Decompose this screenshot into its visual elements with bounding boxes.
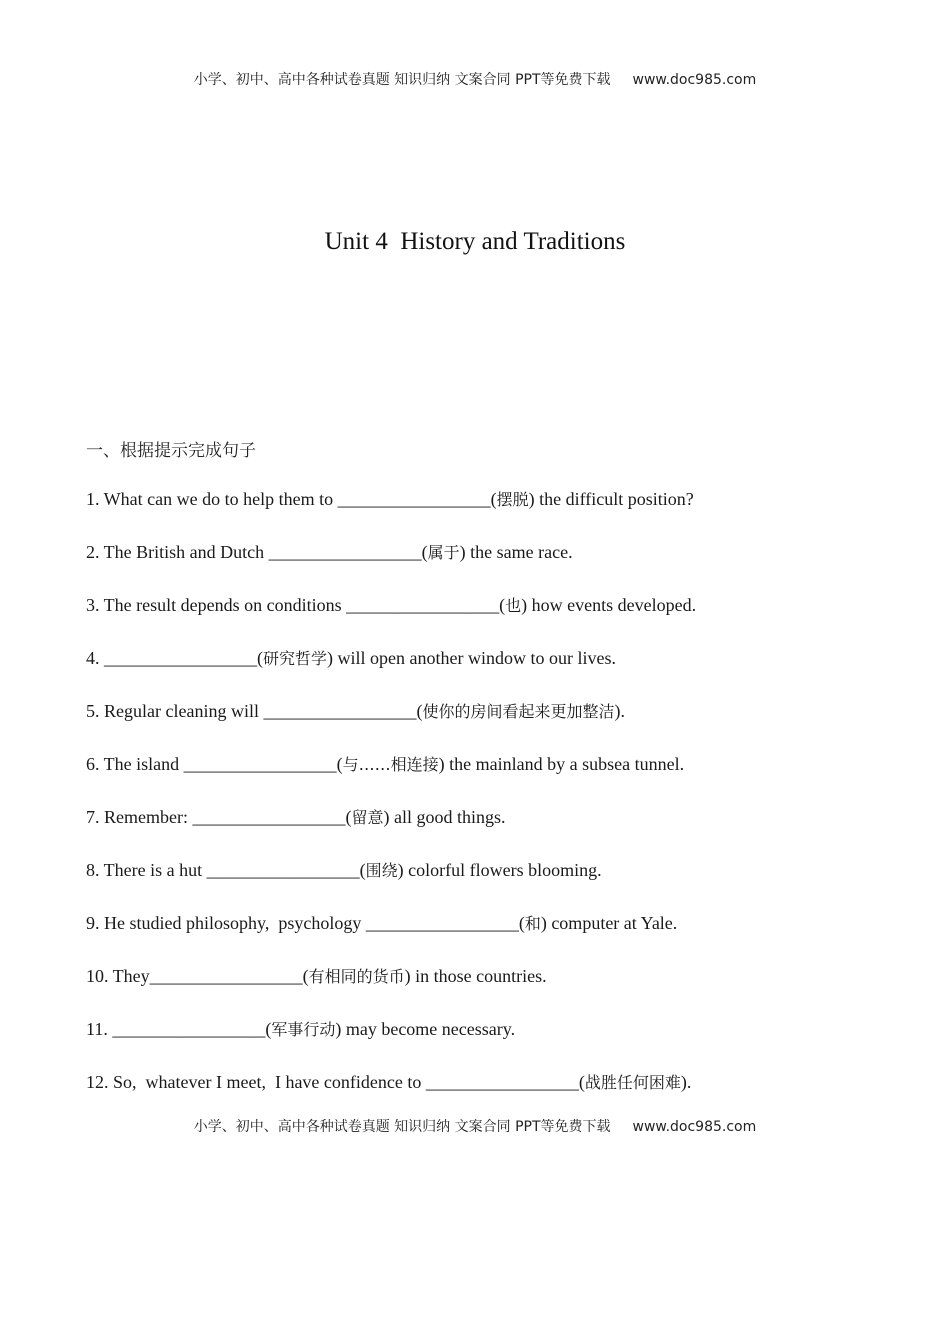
section-heading: 一、根据提示完成句子	[86, 441, 256, 461]
question-3: 3. The result depends on conditions _________________(也) how events developed.	[86, 595, 697, 615]
page-footer	[0, 1116, 950, 1136]
question-4: 4. _________________(研究哲学) will open another window to our lives.	[86, 648, 616, 668]
question-1: 1. What can we do to help them to _________________(摆脱) the difficult position?	[86, 489, 694, 509]
question-12: 12. So, whatever I meet, I have confidence to _________________(战胜任何困难).	[86, 1072, 692, 1092]
question-8: 8. There is a hut _________________(围绕) colorful flowers blooming.	[86, 860, 602, 880]
question-5: 5. Regular cleaning will _________________(使你的房间看起来更加整洁).	[86, 701, 625, 721]
footer-text: 小学、初中、高中各种试卷真题 知识归纳 文案合同 PPT等免费下载	[193, 1119, 611, 1135]
question-2: 2. The British and Dutch _________________(属于) the same race.	[86, 542, 573, 562]
question-11: 11. _________________(军事行动) may become necessary.	[86, 1019, 516, 1039]
question-10: 10. They_________________(有相同的货币) in those countries.	[86, 966, 547, 986]
question-7: 7. Remember: _________________(留意) all good things.	[86, 807, 506, 827]
question-6: 6. The island _________________(与……相连接) the mainland by a subsea tunnel.	[86, 754, 685, 774]
page-header	[0, 69, 950, 89]
header-site-link[interactable]: www.doc985.com	[632, 72, 757, 88]
page-title: Unit 4 History and Traditions	[324, 228, 626, 255]
header-text: 小学、初中、高中各种试卷真题 知识归纳 文案合同 PPT等免费下载	[193, 72, 611, 88]
question-9: 9. He studied philosophy, psychology _________________(和) computer at Yale.	[86, 913, 678, 933]
footer-site-link[interactable]: www.doc985.com	[632, 1119, 757, 1135]
